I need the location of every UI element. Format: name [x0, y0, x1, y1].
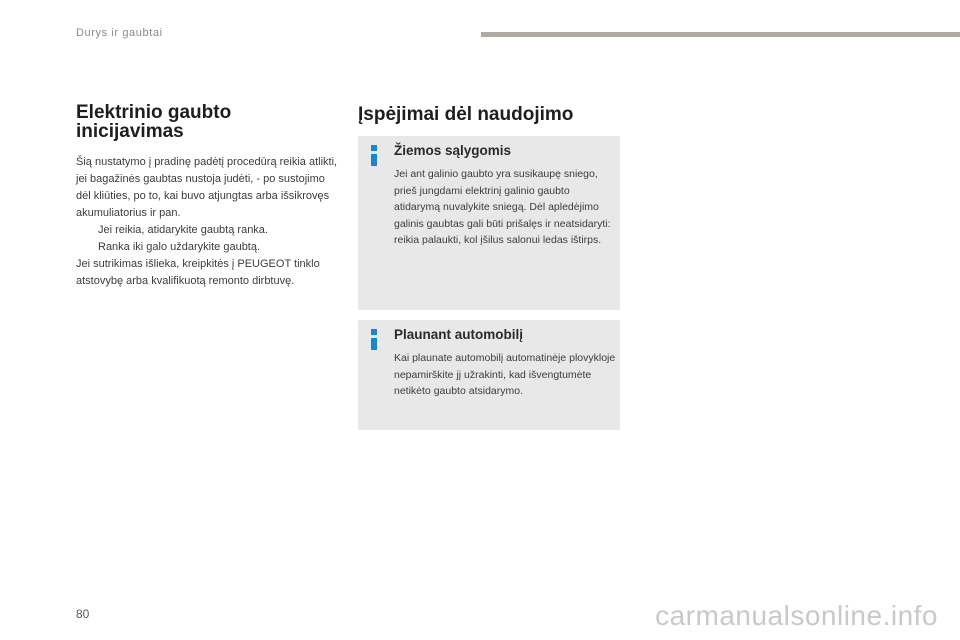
info-icon: [370, 329, 377, 350]
info-icon: [370, 145, 377, 166]
info-icon-dot: [371, 329, 377, 335]
outro-paragraph: Jei sutrikimas išlieka, kreipkitės į PEUGEOT tinklo atstovybę arba kvalifikuotą remonto dirbtuvę.: [76, 258, 320, 287]
header-title: Durys ir gaubtai: [76, 27, 163, 39]
header-bar: [481, 32, 960, 37]
info-box-text: Jei ant galinio gaubto yra susikaupę sniego, prieš jungdami elektrinį galinio gaubto atidarymą nuvalykite sniegą. Dėl apledėjimo galinis gaubtas gali būti prišalęs ir neatsidaryti: reikia palaukti, kol įšilus salonui ledas ištirps.: [394, 168, 611, 246]
left-column: [76, 103, 340, 290]
section-title-line2: inicijavimas: [76, 121, 184, 142]
section-title-line1: Elektrinio gaubto: [76, 102, 232, 123]
info-icon-stem: [371, 338, 377, 350]
section-title: [76, 103, 340, 141]
info-box-car-wash: [358, 320, 620, 430]
bullet-item: [76, 222, 340, 239]
bullet-item: [76, 239, 340, 256]
bullet-text: Ranka iki galo uždarykite gaubtą.: [98, 241, 261, 253]
section-body: [76, 154, 340, 290]
info-icon-stem: [371, 154, 377, 166]
bullet-marker-icon: [76, 239, 98, 256]
info-box-title: Plaunant automobilį: [394, 327, 524, 342]
info-box-title: Žiemos sąlygomis: [394, 143, 512, 158]
info-box-winter: [358, 136, 620, 310]
intro-paragraph: Šią nustatymo į pradinę padėtį procedūrą reikia atlikti, jei bagažinės gaubtas nustoja judėti, - po sustojimo dėl kliūties, po to, kai buvo atjungtas arba išsikrovęs akumuliatorius ir pan.: [76, 156, 338, 219]
watermark: carmanualsonline.info: [655, 600, 938, 631]
warnings-title: Įspėjimai dėl naudojimo: [358, 104, 574, 125]
page-number: 80: [76, 607, 90, 621]
info-icon-dot: [371, 145, 377, 151]
bullet-text: Jei reikia, atidarykite gaubtą ranka.: [98, 224, 268, 236]
info-box-text: Kai plaunate automobilį automatinėje plovykloje nepamirškite jį užrakinti, kad išvengtumėte netikėto gaubto atsidarymo.: [394, 352, 616, 397]
bullet-marker-icon: [76, 222, 98, 239]
